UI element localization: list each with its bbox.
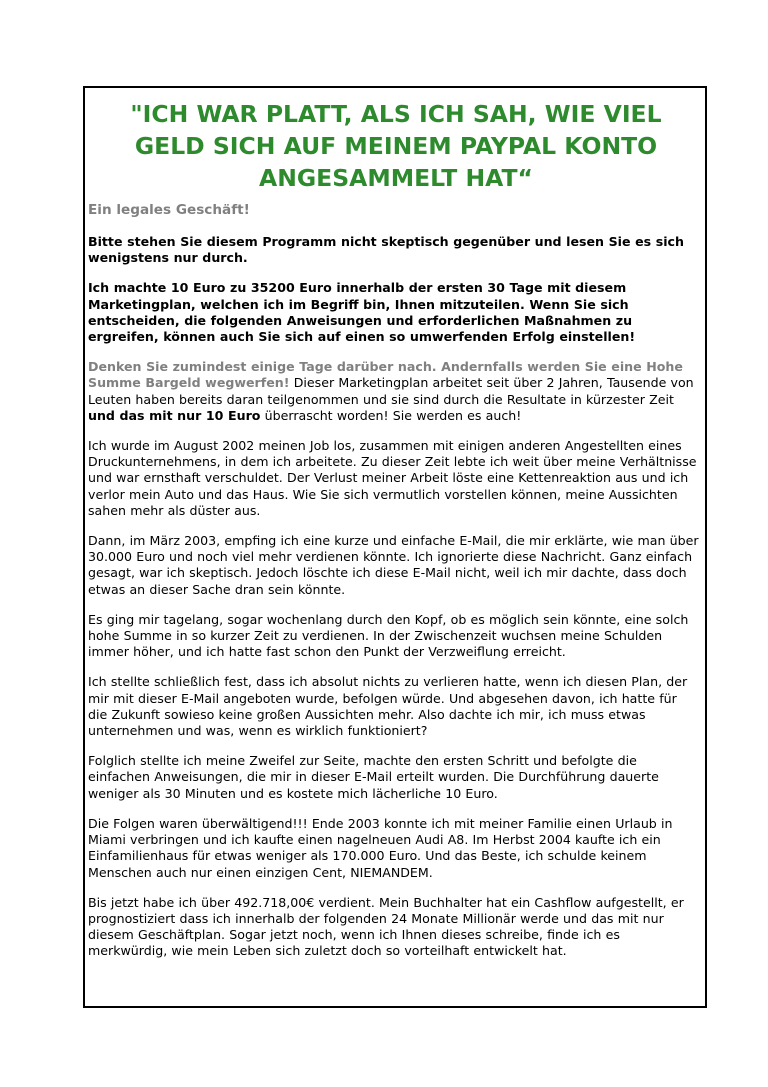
subheading: Ein legales Geschäft! (88, 202, 250, 218)
paragraph-claim: Ich machte 10 Euro zu 35200 Euro innerhalb der ersten 30 Tage mit diesem Marketingplan, welchen ich im Begriff bin, Ihnen mitzuteilen. Wenn Sie sich entscheiden, die folgenden Anweisungen und erforderlichen Maßnahmen zu ergreifen, können auch Sie sich auf einen so umwerfenden Erfolg einstellen! (88, 280, 636, 345)
paragraph-action: Folglich stellte ich meine Zweifel zur Seite, machte den ersten Schritt und befolgte die einfachen Anweisungen, die mir in dieser E-Mail erteilt wurden. Die Durchführung dauerte weniger als 30 Minuten und es kostete mich lächerliche 10 Euro. (88, 753, 659, 801)
document-frame (83, 86, 707, 1008)
paragraph-job-loss: Ich wurde im August 2002 meinen Job los, zusammen mit einigen anderen Angestellten eines Druckunternehmens, in dem ich arbeitete. Zu dieser Zeit lebte ich weit über meine Verhältnisse und war ernsthaft verschuldet. Der Verlust meiner Arbeit löste eine Kettenreaktion aus und ich verlor mein Auto und das Haus. Wie Sie sich vermutlich vorstellen können, meine Aussichten sahen mehr als düster aus. (88, 438, 697, 518)
paragraph-warning (88, 359, 700, 424)
paragraph-intro: Bitte stehen Sie diesem Programm nicht skeptisch gegenüber und lesen Sie es sich wenigstens nur durch. (88, 234, 684, 266)
paragraph-decision: Ich stellte schließlich fest, dass ich absolut nichts zu verlieren hatte, wenn ich diesen Plan, der mir mit dieser E-Mail angeboten wurde, befolgen würde. Und abgesehen davon, ich hatte für die Zukunft sowieso keine großen Aussichten mehr. Also dachte ich mir, ich muss etwas unternehmen und was, wenn es wirklich funktioniert? (88, 674, 688, 739)
warning-text-1: Dieser Marketingplan arbeitet seit über 2 Jahren, Tausende von Leuten haben bereits daran teilgenommen und sie sind durch die Resultate in kürzester Zeit (88, 375, 694, 407)
headline: "ICH WAR PLATT, ALS ICH SAH, WIE VIEL GELD SICH AUF MEINEM PAYPAL KONTO ANGESAMMELT HAT“ (130, 100, 662, 192)
paragraph-results: Die Folgen waren überwältigend!!! Ende 2003 konnte ich mit meiner Familie einen Urlaub in Miami verbringen und ich kaufte einen nagelneuen Audi A8. Im Herbst 2004 kaufte ich ein Einfamilienhaus für etwas weniger als 170.000 Euro. Und das Beste, ich schulde keinem Menschen auch nur einen einzigen Cent, NIEMANDEM. (88, 815, 673, 880)
warning-emphasis: Denken Sie zumindest einige Tage darüber nach. Andernfalls werden Sie eine Hohe Summe Bargeld wegwerfen! (88, 359, 683, 391)
paragraph-earnings: Bis jetzt habe ich über 492.718,00€ verdient. Mein Buchhalter hat ein Cashflow aufgestellt, er prognostiziert dass ich innerhalb der folgenden 24 Monate Millionär werde und das mit nur diesem Geschäftplan. Sogar jetzt noch, wenn ich Ihnen dieses schreibe, finde ich es merkwürdig, wie mein Leben sich zuletzt doch so vorteilhaft entwickelt hat. (88, 894, 684, 959)
paragraph-email: Dann, im März 2003, empfing ich eine kurze und einfache E-Mail, die mir erklärte, wie man über 30.000 Euro und noch viel mehr verdienen könnte. Ich ignorierte diese Nachricht. Ganz einfach gesagt, war ich skeptisch. Jedoch löschte ich diese E-Mail nicht, weil ich mir dachte, dass doch etwas an dieser Sache dran sein könnte. (88, 533, 699, 597)
paragraph-doubt: Es ging mir tagelang, sogar wochenlang durch den Kopf, ob es möglich sein könnte, eine solch hohe Summe in so kurzer Zeit zu verdienen. In der Zwischenzeit wuchsen meine Schulden immer höher, und ich hatte fast schon den Punkt der Verzweiflung erreicht. (88, 611, 689, 660)
warning-text-2: überrascht worden! Sie werden es auch! (260, 407, 522, 423)
warning-bold: und das mit nur 10 Euro (88, 407, 261, 423)
